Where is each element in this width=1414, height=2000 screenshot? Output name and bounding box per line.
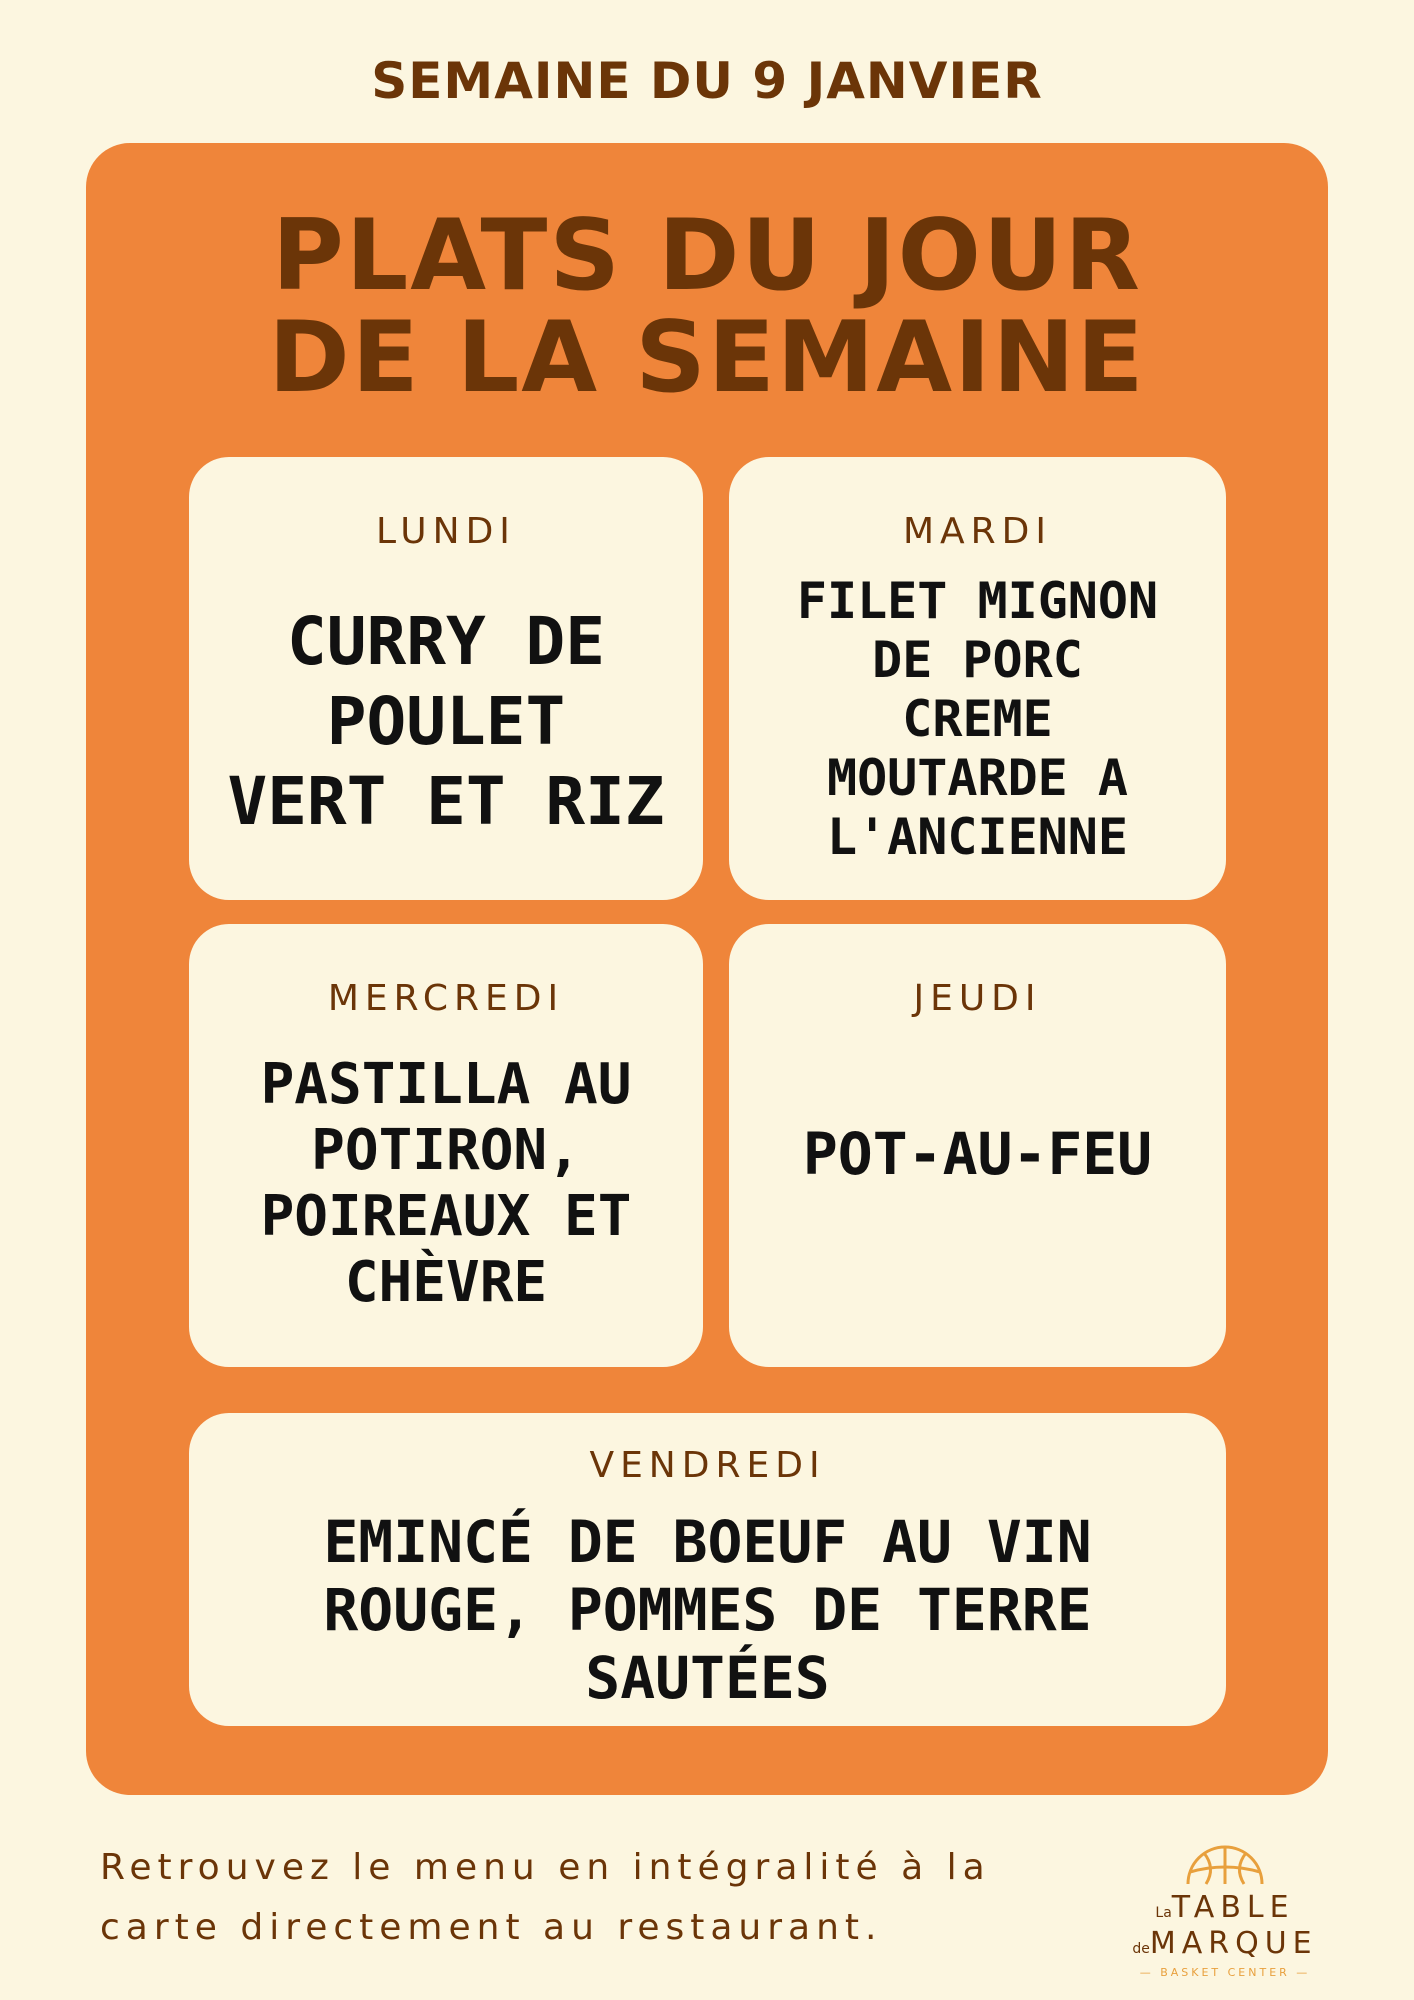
dish-line: CREME	[902, 689, 1053, 748]
dish-name	[189, 1044, 703, 1324]
day-label: LUNDI	[376, 511, 516, 552]
dish-line: POT-AU-FEU	[802, 1120, 1153, 1188]
dish-name	[729, 1054, 1226, 1254]
dish-line: L'ANCIENNE	[826, 807, 1128, 866]
dish-line: CHÈVRE	[344, 1250, 548, 1315]
title-line-1: PLATS DU JOUR	[272, 199, 1142, 313]
dish-line: POIREAUX ET	[260, 1184, 632, 1249]
week-heading: SEMAINE DU 9 JANVIER	[371, 52, 1043, 110]
footer-note	[100, 1838, 1100, 1958]
card-vendredi	[189, 1413, 1226, 1726]
day-label: VENDREDI	[589, 1445, 826, 1486]
menu-panel	[86, 143, 1328, 1795]
dish-line: FILET MIGNON	[796, 571, 1159, 630]
card-jeudi	[729, 924, 1226, 1367]
dish-line: CURRY DE	[287, 603, 605, 680]
dish-line: EMINCÉ DE BOEUF AU VIN	[323, 1508, 1092, 1576]
dish-line: ROUGE, POMMES DE TERRE	[323, 1576, 1092, 1644]
basketball-icon	[1180, 1834, 1270, 1890]
restaurant-logo	[1100, 1828, 1350, 1988]
dish-line: SAUTÉES	[585, 1644, 830, 1712]
dish-line: DE PORC	[872, 630, 1083, 689]
footer-line-2: carte directement au restaurant.	[100, 1907, 883, 1948]
card-lundi	[189, 457, 703, 900]
dish-line: VERT ET RIZ	[227, 763, 665, 840]
logo-line-1: LaTABLE	[1155, 1890, 1295, 1925]
dish-line: POTIRON,	[311, 1118, 581, 1183]
day-label: MARDI	[902, 511, 1053, 552]
card-mercredi	[189, 924, 703, 1367]
title-line-2: DE LA SEMAINE	[268, 301, 1146, 415]
day-label: JEUDI	[913, 978, 1042, 1019]
card-mardi	[729, 457, 1226, 900]
page-title	[86, 199, 1328, 415]
dish-line: MOUTARDE A	[826, 748, 1128, 807]
logo-line-2: deMARQUE	[1132, 1926, 1318, 1961]
logo-tagline: — BASKET CENTER —	[1139, 1966, 1311, 1979]
dish-line: PASTILLA AU	[260, 1052, 632, 1117]
dish-name	[729, 569, 1226, 869]
dish-name	[189, 587, 703, 857]
day-label: MERCREDI	[327, 978, 565, 1019]
dish-name	[189, 1505, 1226, 1715]
footer-line-1: Retrouvez le menu en intégralité à la	[100, 1847, 991, 1888]
dish-line: POULET	[326, 683, 566, 760]
